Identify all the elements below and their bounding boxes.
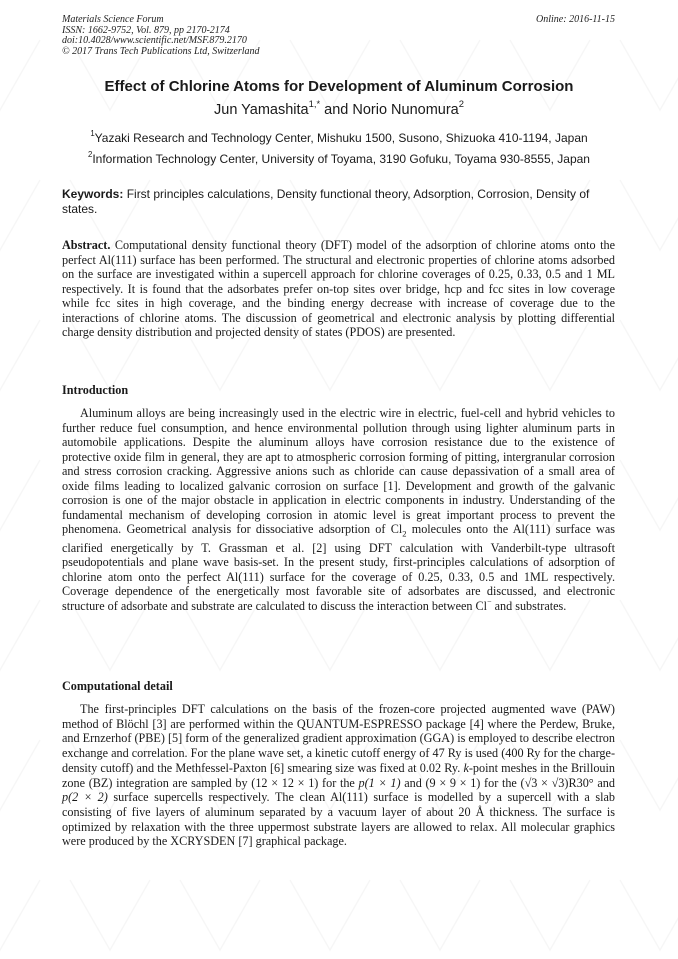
comp-text-6: and xyxy=(593,775,615,790)
journal-header xyxy=(62,15,260,57)
kpoint-symbol: k xyxy=(463,760,469,775)
mesh-12x12: (12 × 12 × 1) xyxy=(251,775,319,790)
keywords-text: First principles calculations, Density functional theory, Adsorption, Corrosion, Density of states. xyxy=(62,187,590,216)
author-1-marker: 1,* xyxy=(308,98,321,110)
cl2-formula xyxy=(390,522,407,539)
author-1: Jun Yamashita xyxy=(214,102,309,118)
comp-text-7: surface supercells respectively. The clean Al(111) surface is modelled by a supercell with a slab consisting of five layers of aluminum separated by a vacuum layer of about 20 Å thickness. The surface is optimized by relaxation with the three uppermost substrate layers are allowed to relax. All molecular graphics were produced by the XCRYSDEN [7] graphical package. xyxy=(62,790,615,849)
intro-text-1: Aluminum alloys are being increasingly used in the electric wire in electric, fuel-cell and hybrid vehicles to further reduce fuel consumption, and hence environmental pollution through using lighter aluminum parts in automobile applications. Despite the aluminum alloys have corrosion resistance due to the existence of protective oxide film in general, they are apt to atmospheric corrosion forming of pitting, intergranular corrosion and stress corrosion cracking. Aggressive anions such as chloride can cause depassivation of a small area of oxide films leading to localized galvanic corrosion on surface [1]. Development and growth of the galvanic corrosion is one of the major obstacle in application in electric components in industry. Understanding of the fundamental mechanism of developing corrosion in atomic level is great important process to prevent the phenomena. Geometrical analysis for dissociative adsorption of xyxy=(62,406,615,536)
author-2: and Norio Nunomura xyxy=(324,102,459,118)
intro-text-3: and substrates. xyxy=(491,598,567,613)
copyright-line: © 2017 Trans Tech Publications Ltd, Switzerland xyxy=(62,45,260,57)
section-heading-introduction: Introduction xyxy=(62,383,129,397)
affiliation-2-marker: 2 xyxy=(88,150,93,160)
comp-text-4: and xyxy=(400,775,426,790)
cl2-symbol: Cl xyxy=(390,522,403,536)
abstract-label: Abstract. xyxy=(62,238,111,252)
abstract xyxy=(62,238,615,340)
comp-text-5: for the xyxy=(480,775,521,790)
affiliation-1-marker: 1 xyxy=(90,129,95,139)
issn-line: ISSN: 1662-9752, Vol. 879, pp 2170-2174 xyxy=(62,24,230,36)
cl2-subscript: 2 xyxy=(402,528,407,539)
journal-name: Materials Science Forum xyxy=(62,14,164,25)
cell-p1x1: p(1 × 1) xyxy=(358,775,401,790)
online-date: Online: 2016-11-15 xyxy=(536,14,615,25)
comp-text-1: The first-principles DFT calculations on the basis of the frozen-core projected augmented wave (PAW) method of Blöchl [3] are performed within the QUANTUM-ESPRESSO package [4] where the Perdew, Bruke, and Ernzerhof (PBE) [5] form of the generalized gradient approximation (GGA) is employed to describe electron exchange and correlation. For the plane wave set, a kinetic cutoff energy of 47 Ry is used (400 Ry for the charge-density cutoff) and the Methfessel-Paxton [6] smearing size was fixed at 0.02 Ry. xyxy=(62,702,615,775)
paper-title: Effect of Chlorine Atoms for Development of Aluminum Corrosion xyxy=(104,78,574,95)
intro-text-2: molecules onto the Al(111) surface was clarified energetically by T. Grassman et al. [2] using DFT calculation with Vanderbilt-type ultrasoft pseudopotentials and plane wave basis-set. In the present study, first-principles calculations of adsorption of chlorine atom onto the perfect Al(111) surface for the coverage of 0.25, 0.33, 0.5 and 1ML respectively. Coverage dependence of the energetically most favorable site of adsorbates are discussed, and electronic structure of adsorbate and substrate are calculated to discuss the interaction between xyxy=(62,522,615,613)
doi-line: doi:10.4028/www.scientific.net/MSF.879.2170 xyxy=(62,35,247,46)
affiliation-2-text: Information Technology Center, University of Toyama, 3190 Gofuku, Toyama 930-8555, Japan xyxy=(92,152,590,166)
keywords xyxy=(62,187,617,217)
author-2-marker: 2 xyxy=(458,98,464,110)
keywords-label: Keywords: xyxy=(62,187,124,201)
mesh-9x9: (9 × 9 × 1) xyxy=(425,775,481,790)
abstract-text: Computational density functional theory (DFT) model of the adsorption of chlorine atoms onto the perfect Al(111) surface has been performed. The structural and electronic properties of chlorine atoms adsorbed on the surface are investigated within a supercell approach for chlorine coverages of 0.25, 0.33, 0.5 and 1 ML respectively. It is found that the adsorbates prefer on-top sites over bridge, hcp and fcc sites in low coverage while fcc sites in high coverage, and the binding energy decrease with increase of coverage due to the interactions of chlorine atoms. The discussion of geometrical and electronic analysis by plotting differential charge density distribution and projected density of states (PDOS) are presented. xyxy=(62,238,615,339)
affiliation-1-text: Yazaki Research and Technology Center, Mishuku 1500, Susono, Shizuoka 410-1194, Japan xyxy=(94,131,588,145)
rotation-r30: R30° xyxy=(568,775,594,790)
chloride-charge: − xyxy=(487,597,492,607)
introduction-paragraph xyxy=(62,406,615,613)
author-line xyxy=(30,98,648,118)
cell-sqrt3: (√3 × √3) xyxy=(520,775,569,790)
cell-p2x2: p(2 × 2) xyxy=(62,790,108,805)
affiliation-1 xyxy=(30,131,648,145)
comp-text-2: -point meshes in the Brillouin zone (BZ) integration are sampled by xyxy=(62,760,615,790)
computational-paragraph xyxy=(62,702,615,849)
chloride-ion xyxy=(476,599,492,613)
affiliation-2 xyxy=(30,152,648,166)
section-heading-computational: Computational detail xyxy=(62,679,173,693)
chloride-symbol: Cl xyxy=(475,598,488,613)
comp-text-3: for the xyxy=(318,775,359,790)
